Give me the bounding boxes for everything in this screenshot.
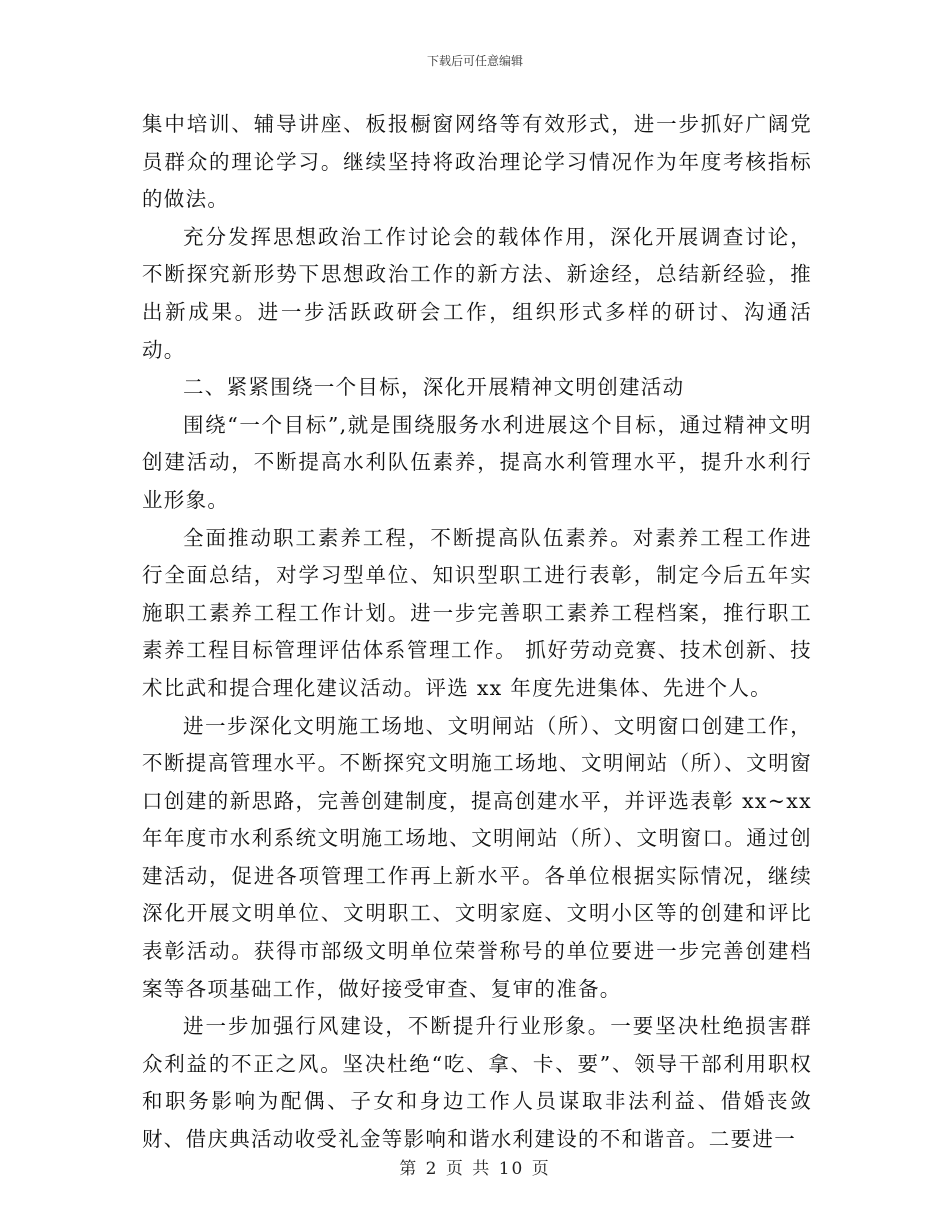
page-header: 下载后可任意编辑 (426, 54, 523, 68)
paragraph: 集中培训、辅导讲座、板报橱窗网络等有效形式，进一步抓好广阔党员群众的理论学习。继续坚持将政治理论学习情况作为年度考核指标的做法。 (142, 112, 812, 212)
page-number-footer: 第 2 页 共 10 页 (399, 1159, 551, 1179)
document-body (142, 106, 812, 1159)
paragraph: 进一步深化文明施工场地、文明闸站（所）、文明窗口创建工作，不断提高管理水平。不断探究文明施工场地、文明闸站（所）、文明窗口创建的新思路，完善创建制度，提高创建水平，并评选表彰 xx~xx 年年度市水利系统文明施工场地、文明闸站（所）、文明窗口。通过创建活动，促进各项管理工作再上新水平。各单位根据实际情况，继续深化开展文明单位、文明职工、文明家庭、文明小区等的创建和评比表彰活动。获得市部级文明单位荣誉称号的单位要进一步完善创建档案等各项基础工作，做好接受审查、复审的准备。 (142, 713, 812, 1001)
paragraph: 充分发挥思想政治工作讨论会的载体作用，深化开展调查讨论，不断探究新形势下思想政治工作的新方法、新途经，总结新经验，推出新成果。进一步活跃政研会工作，组织形式多样的研讨、沟通活动。 (142, 224, 812, 362)
section-heading: 二、紧紧围绕一个目标，深化开展精神文明创建活动 (183, 375, 685, 400)
paragraph: 围绕“一个目标”,就是围绕服务水利进展这个目标，通过精神文明创建活动，不断提高水利队伍素养，提高水利管理水平，提升水利行业形象。 (142, 412, 812, 512)
paragraph: 全面推动职工素养工程，不断提高队伍素养。对素养工程工作进行全面总结，对学习型单位、知识型职工进行表彰，制定今后五年实施职工素养工程工作计划。进一步完善职工素养工程档案，推行职工素养工程目标管理评估体系管理工作。 抓好劳动竞赛、技术创新、技术比武和提合理化建议活动。评选 xx 年度先进集体、先进个人。 (142, 525, 812, 700)
paragraph: 进一步加强行风建设，不断提升行业形象。一要坚决杜绝损害群众利益的不正之风。坚决杜绝“吃、拿、卡、要”、领导干部利用职权和职务影响为配偶、子女和身边工作人员谋取非法利益、借婚丧敛财、借庆典活动收受礼金等影响和谐水利建设的不和谐音。二要进一 (142, 1014, 812, 1152)
